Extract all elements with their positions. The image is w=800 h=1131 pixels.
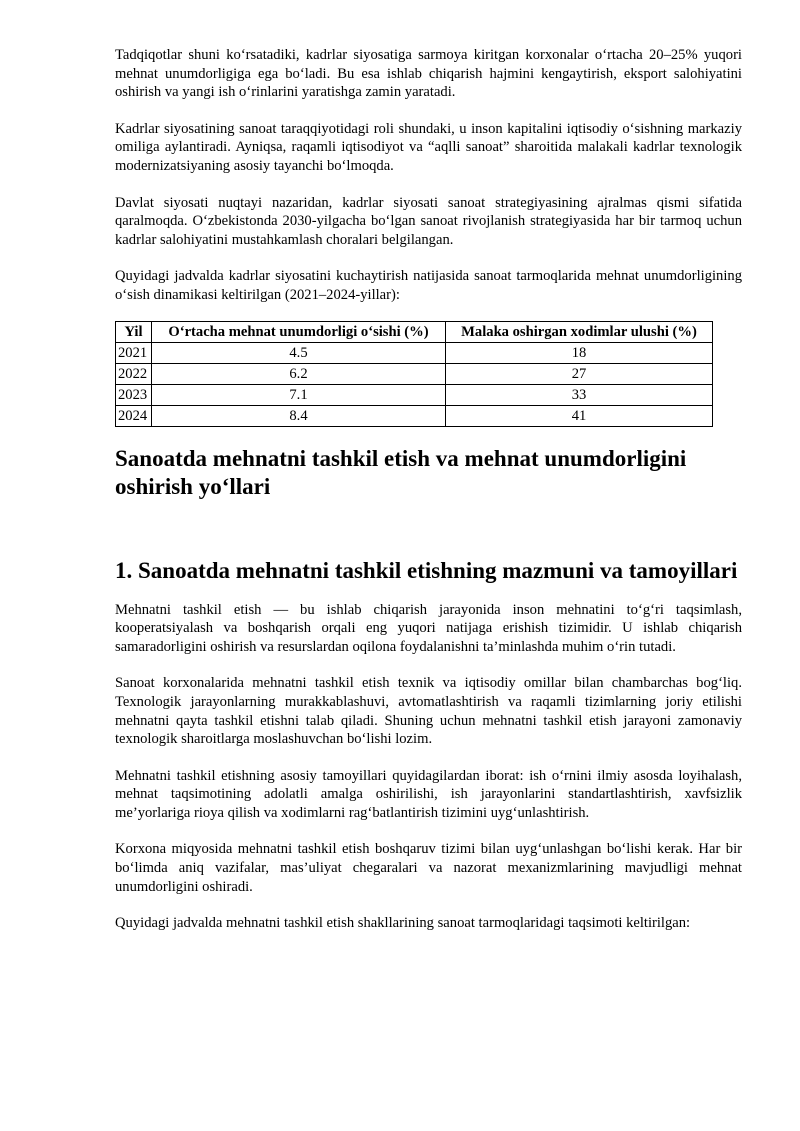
table-cell-productivity: 6.2 bbox=[152, 363, 446, 384]
section-paragraph-4: Korxona miqyosida mehnatni tashkil etish boshqaruv tizimi bilan uyg‘unlashgan bo‘lishi kerak. Har bir bo‘limda aniq vazifalar, mas’uliyat chegaralari va nazorat mexanizmlarining mavjudligi mehnat unumdorligini oshiradi. bbox=[115, 841, 742, 895]
table-cell-productivity: 7.1 bbox=[152, 384, 446, 405]
table-cell-year: 2024 bbox=[116, 405, 152, 426]
table-cell-trained-share: 18 bbox=[446, 342, 713, 363]
section-title: Sanoatda mehnatni tashkil etish va mehnat unumdorligini oshirish yo‘llari bbox=[115, 445, 687, 499]
table-cell-trained-share: 41 bbox=[446, 405, 713, 426]
intro-paragraph-1: Tadqiqotlar shuni ko‘rsatadiki, kadrlar siyosatiga sarmoya kiritgan korxonalar o‘rtacha 20–25% yuqori mehnat unumdorligiga ega bo‘ladi. Bu esa ishlab chiqarish hajmini kengaytirish, eksport salohiyatini oshirish va yangi ish o‘rinlarini yaratishga zamin yaratadi. bbox=[115, 47, 742, 101]
section-paragraph-3: Mehnatni tashkil etishning asosiy tamoyillari quyidagilardan iborat: ish o‘rnini ilmiy asosda loyihalash, mehnat taqsimotining adolatli amalga oshirilishi, ish jarayonlarini standartlashtirish, xavfsizlik me’yorlariga rioya qilish va xodimlarni rag‘batlantirish tizimini uyg‘unlashtirish. bbox=[115, 767, 742, 821]
table-row bbox=[116, 342, 713, 363]
section-paragraph-2: Sanoat korxonalarida mehnatni tashkil etish texnik va iqtisodiy omillar bilan chambarchas bog‘liq. Texnologik jarayonlarning murakkablashuvi, avtomatlashtirish va raqamli tizimlarning joriy etilishi mehnatni qayta tashkil etishni talab qiladi. Shuning uchun mehnatni tashkil etish jarayoni zamonaviy texnologik sharoitlarga moslashuvchan bo‘lishi lozim. bbox=[115, 675, 742, 748]
intro-paragraph-2: Kadrlar siyosatining sanoat taraqqiyotidagi roli shundaki, u inson kapitalini iqtisodiy o‘sishning markaziy omiliga aylantiradi. Ayniqsa, raqamli iqtisodiyot va “aqlli sanoat” sharoitida malakali kadrlar texnologik modernizatsiyaning asosiy tayanchi bo‘lmoqda. bbox=[115, 120, 742, 174]
table-cell-productivity: 8.4 bbox=[152, 405, 446, 426]
section-paragraph-5: Quyidagi jadvalda mehnatni tashkil etish shakllarining sanoat tarmoqlaridagi taqsimoti keltirilgan: bbox=[115, 915, 691, 932]
table-header-row bbox=[116, 321, 713, 342]
table-cell-year: 2022 bbox=[116, 363, 152, 384]
table-row bbox=[116, 363, 713, 384]
table-cell-trained-share: 27 bbox=[446, 363, 713, 384]
table-cell-year: 2021 bbox=[116, 342, 152, 363]
table-header-trained-share: Malaka oshirgan xodimlar ulushi (%) bbox=[446, 321, 713, 342]
section-paragraph-1: Mehnatni tashkil etish — bu ishlab chiqarish jarayonida inson mehnatini to‘g‘ri taqsimlash, kooperatsiyalash va boshqarish orqali eng yuqori natijaga erishish tizimidir. U ishlab chiqarish samaradorligini oshirish va resurslardan oqilona foydalanishni ta’minlashda muhim o‘rin tutadi. bbox=[115, 601, 742, 655]
table-cell-year: 2023 bbox=[116, 384, 152, 405]
table-row bbox=[116, 405, 713, 426]
document-page bbox=[115, 46, 742, 933]
table-header-productivity: O‘rtacha mehnat unumdorligi o‘sishi (%) bbox=[152, 321, 446, 342]
table-row bbox=[116, 384, 713, 405]
intro-paragraph-4: Quyidagi jadvalda kadrlar siyosatini kuchaytirish natijasida sanoat tarmoqlarida mehnat unumdorligining o‘sish dinamikasi keltirilgan (2021–2024-yillar): bbox=[115, 268, 742, 303]
intro-paragraph-3: Davlat siyosati nuqtayi nazaridan, kadrlar siyosati sanoat strategiyasining ajralmas qismi sifatida qaralmoqda. O‘zbekistonda 2030-yilgacha bo‘lgan sanoat rivojlanish strategiyasida har bir tarmoq uchun kadrlar salohiyatini mustahkamlash choralari belgilangan. bbox=[115, 194, 742, 248]
table-cell-trained-share: 33 bbox=[446, 384, 713, 405]
section-subtitle: 1. Sanoatda mehnatni tashkil etishning mazmuni va tamoyillari bbox=[115, 557, 738, 583]
productivity-table bbox=[115, 321, 713, 427]
table-cell-productivity: 4.5 bbox=[152, 342, 446, 363]
table-header-year: Yil bbox=[116, 321, 152, 342]
